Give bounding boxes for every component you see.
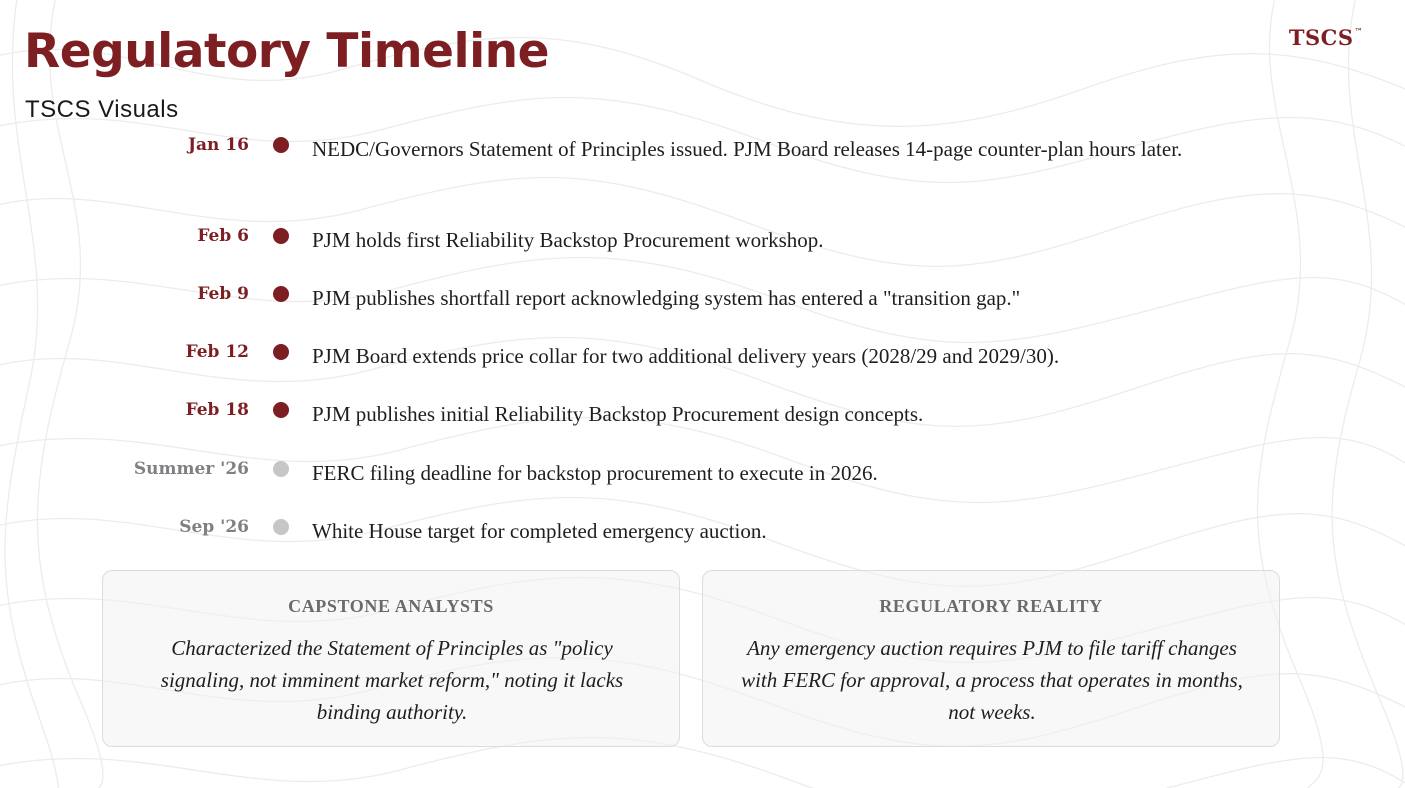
- event-description: White House target for completed emergency auction.: [312, 519, 767, 543]
- completed-dot-icon: [273, 286, 289, 302]
- event-date: Feb 12: [185, 342, 249, 362]
- pending-dot-icon: [273, 519, 289, 535]
- event-description: PJM Board extends price collar for two additional delivery years (2028/29 and 2029/30).: [312, 344, 1060, 368]
- regulatory-reality-card: [702, 570, 1280, 747]
- completed-dot-icon: [273, 137, 289, 153]
- card-title: REGULATORY REALITY: [879, 596, 1103, 616]
- event-date: Feb 18: [185, 400, 249, 420]
- completed-dot-icon: [273, 344, 289, 360]
- card-body: Characterized the Statement of Principles as "policy signaling, not imminent market reform," noting it lacks binding authority.: [160, 636, 624, 724]
- page-title: Regulatory Timeline: [24, 24, 550, 79]
- completed-dot-icon: [273, 402, 289, 418]
- event-description: NEDC/Governors Statement of Principles issued. PJM Board releases 14-page counter-plan hours later.: [312, 137, 1183, 161]
- event-date: Summer '26: [133, 459, 249, 479]
- event-date: Jan 16: [188, 135, 249, 155]
- event-date: Sep '26: [179, 517, 249, 537]
- page-subtitle: TSCS Visuals: [25, 96, 179, 123]
- event-description: FERC filing deadline for backstop procurement to execute in 2026.: [312, 461, 878, 485]
- event-description: PJM publishes initial Reliability Backstop Procurement design concepts.: [312, 402, 924, 426]
- capstone-analysts-card: [102, 570, 680, 747]
- event-description: PJM holds first Reliability Backstop Procurement workshop.: [312, 228, 824, 252]
- event-date: Feb 9: [197, 284, 249, 304]
- event-date: Feb 6: [197, 226, 249, 246]
- card-title: CAPSTONE ANALYSTS: [288, 596, 494, 616]
- brand-logo: [1289, 25, 1363, 50]
- pending-dot-icon: [273, 461, 289, 477]
- brand-logo-text: TSCS: [1288, 25, 1354, 50]
- event-description: PJM publishes shortfall report acknowledging system has entered a "transition gap.": [312, 286, 1021, 310]
- trademark-mark: ™: [1354, 26, 1363, 36]
- completed-dot-icon: [273, 228, 289, 244]
- card-body: Any emergency auction requires PJM to file tariff changes with FERC for approval, a process that operates in months, not weeks.: [741, 636, 1243, 724]
